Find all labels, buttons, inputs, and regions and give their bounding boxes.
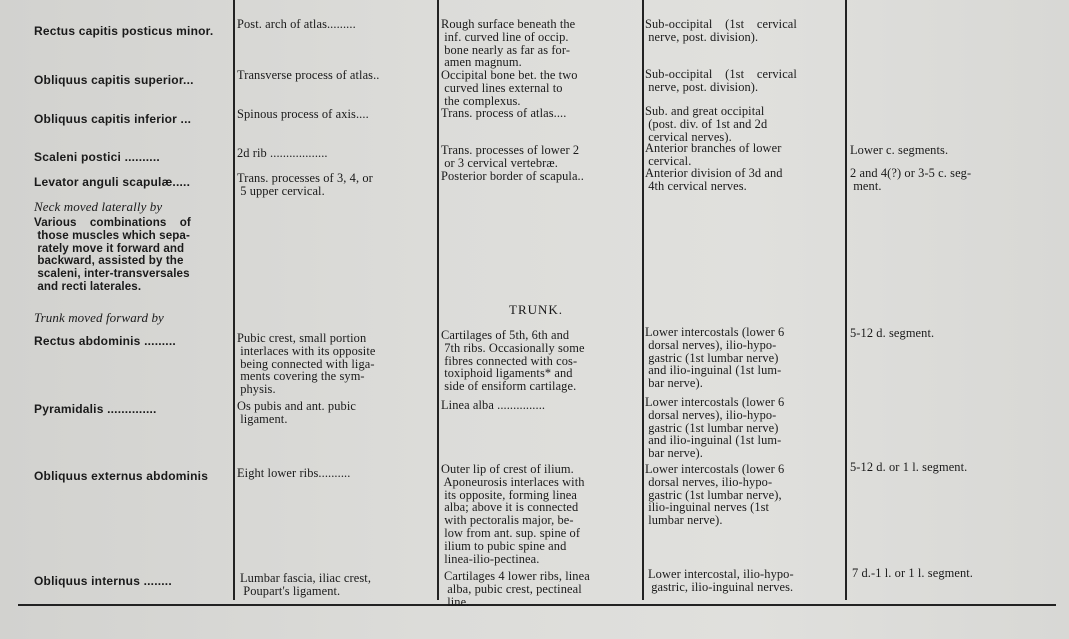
section-heading-neck-lateral: Neck moved laterally by bbox=[34, 199, 163, 214]
nerve-cell: Lower intercostals (lower 6 dorsal nerves, ilio-hypo- gastric (1st lumbar nerve), ilio-inguinal nerves (1st lumbar nerve). bbox=[645, 462, 785, 528]
column-divider bbox=[437, 0, 439, 600]
insertion-cell: Rough surface beneath the inf. curved line of occip. bone nearly as far as for- amen magnum. bbox=[441, 17, 576, 70]
muscle-name: Rectus abdominis ......... bbox=[34, 334, 176, 348]
segment-cell: 2 and 4(?) or 3-5 c. seg- ment. bbox=[850, 166, 972, 193]
nerve-cell: Lower intercostals (lower 6 dorsal nerves), ilio-hypo- gastric (1st lumbar nerve) and ilio-inguinal (1st lum- bar nerve). bbox=[645, 395, 785, 461]
column-divider bbox=[233, 0, 235, 600]
segment-cell: 5-12 d. or 1 l. segment. bbox=[850, 460, 968, 474]
origin-cell: Spinous process of axis.... bbox=[237, 107, 369, 121]
nerve-cell: Lower intercostals (lower 6 dorsal nerves), ilio-hypo- gastric (1st lumbar nerve) and ilio-inguinal (1st lum- bar nerve). bbox=[645, 325, 785, 391]
muscle-name: Obliquus externus abdominis bbox=[34, 469, 209, 483]
nerve-cell: Sub-occipital (1st cervical nerve, post. division). bbox=[645, 67, 797, 94]
column-divider bbox=[642, 0, 644, 600]
muscle-name: Rectus capitis posticus minor. bbox=[34, 24, 214, 38]
origin-cell: 2d rib .................. bbox=[237, 146, 328, 160]
muscle-name: Obliquus capitis inferior ... bbox=[34, 112, 192, 126]
muscle-name: Obliquus internus ........ bbox=[34, 574, 172, 588]
section-title-trunk: TRUNK. bbox=[509, 302, 564, 317]
nerve-cell: Anterior branches of lower cervical. bbox=[645, 141, 782, 168]
insertion-cell: Trans. processes of lower 2 or 3 cervical vertebræ. bbox=[441, 143, 580, 170]
insertion-cell: Trans. process of atlas.... bbox=[441, 106, 567, 120]
section-heading-trunk-forward: Trunk moved forward by bbox=[34, 310, 164, 325]
nerve-cell: Anterior division of 3d and 4th cervical nerves. bbox=[645, 166, 783, 193]
neck-lateral-description: Various combinations of those muscles which sepa- rately move it forward and backward, assisted by the scaleni, inter-transversales and recti laterales. bbox=[34, 216, 191, 293]
segment-cell: Lower c. segments. bbox=[850, 143, 949, 157]
nerve-cell: Sub-occipital (1st cervical nerve, post. division). bbox=[645, 17, 797, 44]
segment-cell: 7 d.-1 l. or 1 l. segment. bbox=[852, 566, 973, 580]
insertion-cell: Occipital bone bet. the two curved lines external to the complexus. bbox=[441, 68, 578, 108]
insertion-cell: Posterior border of scapula.. bbox=[441, 169, 584, 183]
insertion-cell: Cartilages 4 lower ribs, linea alba, pubic crest, pectineal line. bbox=[444, 569, 590, 609]
column-divider bbox=[845, 0, 847, 600]
insertion-cell: Outer lip of crest of ilium. Aponeurosis interlaces with its opposite, forming linea alba; above it is connected with pectoralis major, be- low from ant. sup. spine of ilium to pubic spine and linea-ilio-pectinea. bbox=[441, 462, 585, 566]
muscle-name: Levator anguli scapulæ..... bbox=[34, 175, 191, 189]
origin-cell: Post. arch of atlas......... bbox=[237, 17, 356, 31]
muscle-name: Scaleni postici .......... bbox=[34, 150, 160, 164]
origin-cell: Os pubis and ant. pubic ligament. bbox=[237, 399, 356, 426]
nerve-cell: Sub. and great occipital (post. div. of 1st and 2d cervical nerves). bbox=[645, 104, 768, 144]
origin-cell: Trans. processes of 3, 4, or 5 upper cervical. bbox=[237, 171, 373, 198]
origin-cell: Eight lower ribs.......... bbox=[237, 466, 351, 480]
segment-cell: 5-12 d. segment. bbox=[850, 326, 935, 340]
origin-cell: Pubic crest, small portion interlaces with its opposite being connected with liga- ments covering the sym- physis. bbox=[237, 331, 376, 397]
nerve-cell: Lower intercostal, ilio-hypo- gastric, ilio-inguinal nerves. bbox=[648, 567, 794, 594]
muscle-name: Obliquus capitis superior... bbox=[34, 73, 194, 87]
insertion-cell: Linea alba ............... bbox=[441, 398, 546, 412]
insertion-cell: Cartilages of 5th, 6th and 7th ribs. Occasionally some fibres connected with cos- toxiphoid ligaments* and side of ensiform cartilage. bbox=[441, 328, 585, 394]
origin-cell: Lumbar fascia, iliac crest, Poupart's ligament. bbox=[240, 571, 372, 598]
origin-cell: Transverse process of atlas.. bbox=[237, 68, 380, 82]
muscle-name: Pyramidalis .............. bbox=[34, 402, 157, 416]
